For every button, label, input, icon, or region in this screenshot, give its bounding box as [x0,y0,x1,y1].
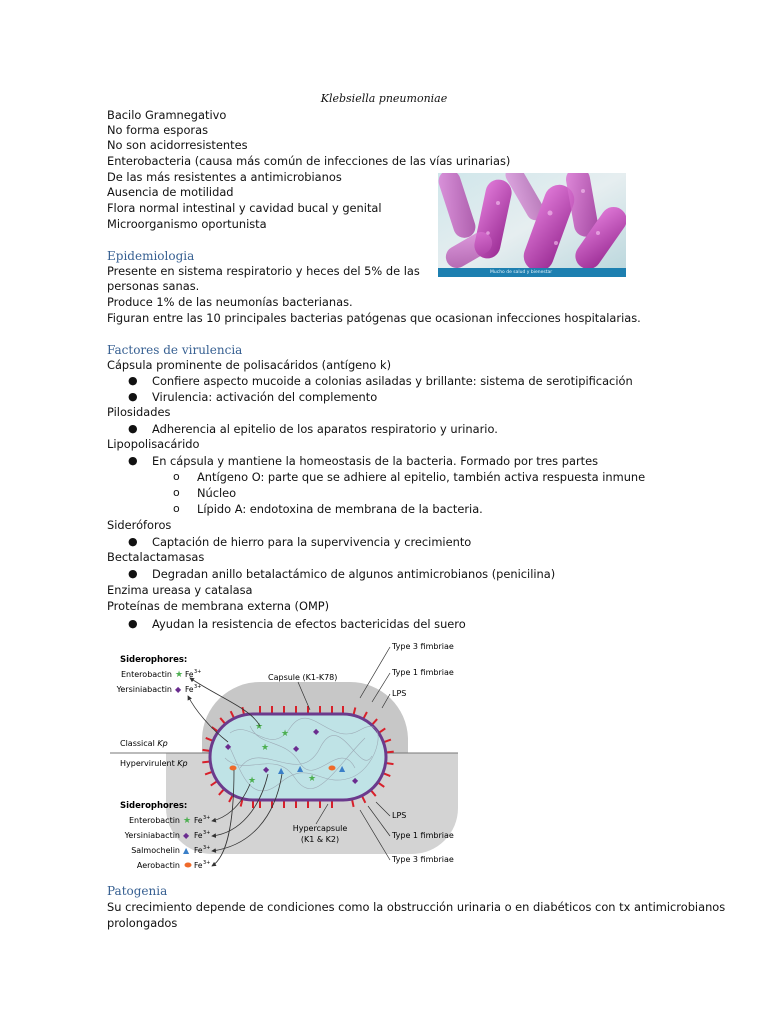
svg-text:▲: ▲ [278,766,285,775]
siderophores-bottom-label: Siderophores: [120,801,188,811]
factor-bullet: Ayudan la resistencia de efectos bactericidas del suero [152,617,466,631]
epidemiologia-line: personas sanas. [107,279,200,293]
factor-subbullet: Antígeno O: parte que se adhiere al epitelio, también activa respuesta inmune [197,470,646,484]
capsule-label: Capsule (K1-K78) [268,673,338,682]
aerobactin-oval-icon [185,863,192,868]
bacteria-illustration [438,173,626,277]
intro-line: Enterobacteria (causa más común de infecciones de las vías urinarias) [107,154,511,168]
svg-text:▲: ▲ [297,764,304,773]
svg-text:◆: ◆ [263,765,270,774]
intro-line: Ausencia de motilidad [107,185,234,199]
factor-subbullet: Lípido A: endotoxina de membrana de la bacteria. [197,502,483,516]
svg-text:◆: ◆ [352,776,359,785]
fe-sup-label: 3+ [194,669,202,675]
bullet-icon: ● [128,617,138,630]
type1-fimbriae-label: Type 1 fimbriae [392,668,454,677]
yersiniabactin-diamond-icon: ◆ [183,831,190,840]
circle-bullet-icon: o [173,502,180,515]
document-title: Klebsiella pneumoniae [320,92,448,105]
factor-subbullet: Núcleo [197,486,237,500]
fe-sup-label: 3+ [203,845,211,851]
circle-bullet-icon: o [173,486,180,499]
intro-line: No forma esporas [107,123,209,137]
bacteria-photo [438,173,626,277]
fe-label: Fe [194,831,203,840]
epidemiologia-line: Produce 1% de las neumonías bacterianas. [107,295,353,309]
bullet-icon: ● [128,535,138,548]
patogenia-line: Su crecimiento depende de condiciones como la obstrucción urinaria o en diabéticos con tx antimicrobianos [107,900,726,914]
heading-factores: Factores de virulencia [107,343,243,357]
svg-text:▲: ▲ [339,764,346,773]
salmochelin-label: Salmochelin [131,846,180,855]
factor-line: Pilosidades [107,405,171,419]
intro-line: No son acidorresistentes [107,138,248,152]
bullet-icon: ● [128,390,138,403]
factor-line: Lipopolisacárido [107,437,200,451]
fe-label: Fe [194,816,203,825]
epidemiologia-line: Presente en sistema respiratorio y heces del 5% de las [107,264,420,278]
yersiniabactin-diamond-icon: ◆ [175,685,182,694]
enterobactin-label: Enterobactin [121,670,172,679]
intro-line: De las más resistentes a antimicrobianos [107,170,342,184]
classical-label: Classical Kp [120,739,168,748]
aerobactin-label: Aerobactin [136,861,180,870]
svg-text:◆: ◆ [225,742,232,751]
fe-label: Fe [185,685,194,694]
type3-fimbriae-bottom-label: Type 3 fimbriae [392,855,454,864]
svg-text:★: ★ [261,743,270,753]
yersiniabactin-label: Yersiniabactin [124,831,180,840]
photo-caption-band [438,268,626,277]
factor-bullet: Adherencia al epitelio de los aparatos respiratorio y urinario. [152,422,498,436]
fe-sup-label: 3+ [203,830,211,836]
lps-label: LPS [392,689,407,698]
factor-line: Proteínas de membrana externa (OMP) [107,599,330,613]
heading-epidemiologia: Epidemiologia [107,249,195,263]
circle-bullet-icon: o [173,470,180,483]
factor-bullet: En cápsula y mantiene la homeostasis de la bacteria. Formado por tres partes [152,454,599,468]
bullet-icon: ● [128,422,138,435]
factor-bullet: Confiere aspecto mucoide a colonias asiladas y brillante: sistema de serotipificación [152,374,633,388]
epidemiologia-line: Figuran entre las 10 principales bacterias patógenas que ocasionan infecciones hospitalarias. [107,311,641,325]
svg-text:★: ★ [308,774,317,784]
salmochelin-triangle-icon: ▲ [183,846,190,855]
factor-line: Bectalactamasas [107,550,205,564]
fe-sup-label: 3+ [203,860,211,866]
svg-text:★: ★ [248,776,257,786]
fe-label: Fe [194,861,203,870]
factor-bullet: Captación de hierro para la supervivencia y crecimiento [152,535,472,549]
factor-line: Enzima ureasa y catalasa [107,583,253,597]
bullet-icon: ● [128,454,138,467]
svg-text:◆: ◆ [313,727,320,736]
yersiniabactin-label: Yersiniabactin [116,685,172,694]
hypercapsule-label: Hypercapsule [292,824,348,833]
lps-bottom-label: LPS [392,811,407,820]
hypervirulent-label: Hypervirulent Kp [120,759,188,768]
heading-patogenia: Patogenia [107,884,168,898]
fe-label: Fe [185,670,194,679]
svg-text:◆: ◆ [293,744,300,753]
intro-line: Bacilo Gramnegativo [107,108,227,122]
fe-sup-label: 3+ [194,684,202,690]
siderophores-top-label: Siderophores: [120,655,188,665]
factor-line: Sideróforos [107,518,172,532]
factor-bullet: Virulencia: activación del complemento [152,390,378,404]
enterobactin-star-icon: ★ [183,816,192,826]
intro-line: Flora normal intestinal y cavidad bucal y genital [107,201,382,215]
bullet-icon: ● [128,567,138,580]
type3-fimbriae-label: Type 3 fimbriae [392,642,454,651]
factor-line: Cápsula prominente de polisacáridos (antígeno k) [107,358,392,372]
enterobactin-label: Enterobactin [129,816,180,825]
bullet-icon: ● [128,374,138,387]
svg-text:★: ★ [255,722,264,732]
svg-text:★: ★ [281,729,290,739]
enterobactin-star-icon: ★ [175,670,184,680]
type1-fimbriae-bottom-label: Type 1 fimbriae [392,831,454,840]
fe-sup-label: 3+ [203,815,211,821]
hypercapsule-types-label: (K1 & K2) [300,835,340,844]
photo-caption: Mucho de salud y bienestar [490,270,553,275]
factor-bullet: Degradan anillo betalactámico de algunos antimicrobianos (penicilina) [152,567,556,581]
kp-virulence-diagram [110,638,470,874]
intro-line: Microorganismo oportunista [107,217,267,231]
patogenia-line: prolongados [107,916,178,930]
fe-label: Fe [194,846,203,855]
